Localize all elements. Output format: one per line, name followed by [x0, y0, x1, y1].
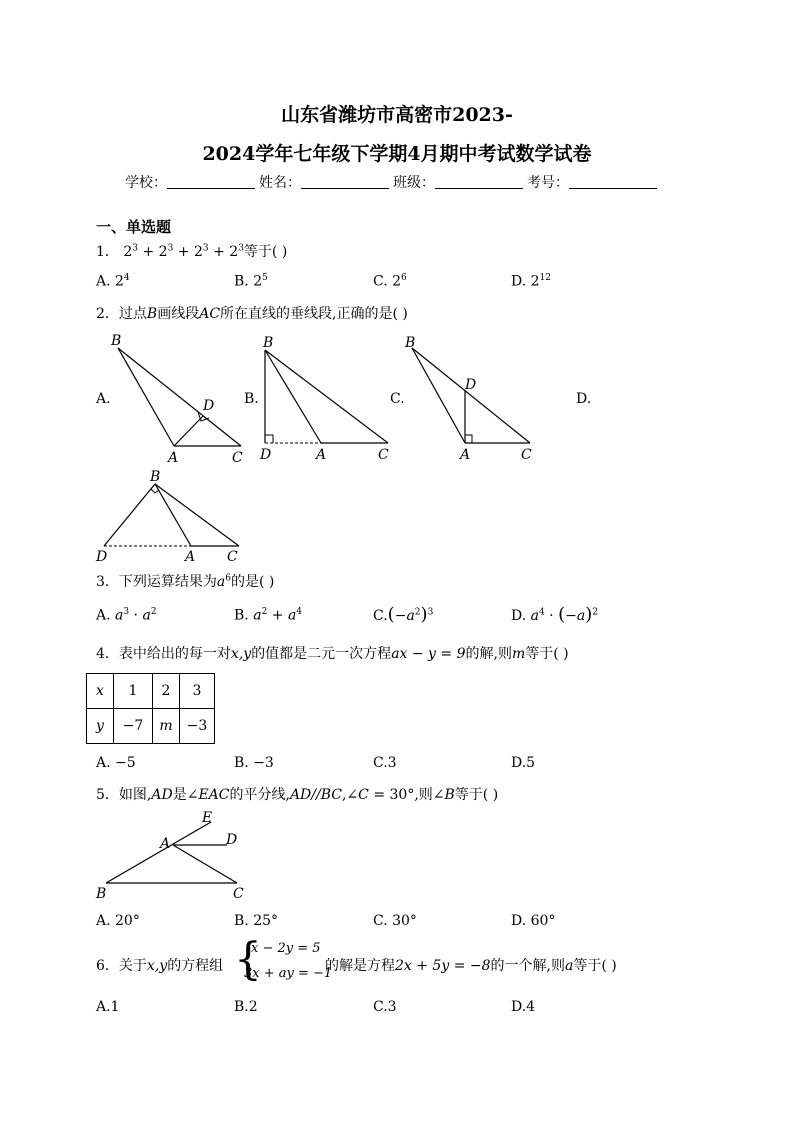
q2-figure-b: [256, 332, 398, 465]
q6-option-d[interactable]: D.4: [511, 999, 536, 1015]
q5-letter-a: A: [160, 836, 171, 852]
question-6-pre: 6．关于x,y的方程组: [96, 958, 224, 974]
question-2: 2．过点B画线段AC所在直线的垂线段,正确的是( ): [96, 306, 408, 322]
q5-option-b[interactable]: B. 25°: [234, 913, 279, 929]
question-4: 4．表中给出的每一对x,y的值都是二元一次方程ax − y = 9的解,则m等于( ): [96, 646, 569, 662]
q1-number: 1．: [96, 244, 119, 260]
class-label: 班级：: [393, 175, 435, 191]
q2c-letter-a: A: [460, 447, 471, 463]
q5-option-c[interactable]: C. 30°: [373, 913, 417, 929]
exam-no-blank[interactable]: [569, 188, 657, 189]
q2d-letter-c: C: [227, 549, 238, 564]
q2a-letter-d: D: [203, 398, 215, 414]
table-row: [87, 674, 215, 709]
q2a-letter-c: C: [232, 450, 243, 465]
q2d-letter-d: D: [96, 549, 108, 564]
q4-option-b[interactable]: B. −3: [234, 755, 274, 771]
q1-expression: $2^3 + 2^3 + 2^3 + 2^3$: [123, 243, 244, 260]
q1-option-c[interactable]: C. $2^6$: [373, 273, 407, 290]
table-cell: −7: [114, 709, 153, 744]
q6-option-b[interactable]: B.2: [234, 999, 258, 1015]
school-label: 学校：: [125, 175, 167, 191]
q3-option-d[interactable]: D. $a^4 \cdot (-a)^2$: [511, 604, 598, 625]
q2d-letter-a: A: [185, 549, 196, 564]
q2-label-d[interactable]: D.: [576, 391, 592, 407]
q4-option-a[interactable]: A. −5: [96, 755, 136, 771]
q1-tail: 等于( ): [243, 244, 288, 260]
q2d-letter-b: B: [150, 469, 161, 485]
table-cell: 1: [114, 674, 153, 709]
q5-figure: [94, 810, 254, 902]
q3-option-b[interactable]: B. $a^2 + a^4$: [234, 607, 303, 624]
q2c-letter-c: C: [521, 447, 532, 463]
q2-label-c[interactable]: C.: [390, 391, 405, 407]
q5-option-d[interactable]: D. 60°: [511, 913, 556, 929]
q5-letter-c: C: [233, 886, 244, 902]
q2-label-b[interactable]: B.: [244, 391, 259, 407]
section-heading: 一、单选题: [96, 218, 172, 236]
q1-option-b[interactable]: B. $2^5$: [234, 273, 268, 290]
table-cell: x: [87, 674, 114, 709]
q2b-letter-d: D: [260, 447, 272, 463]
student-info-line: [125, 172, 661, 192]
title-line-2: 2024学年七年级下学期4月期中考试数学试卷: [202, 143, 592, 165]
q2c-letter-b: B: [405, 335, 416, 351]
table-cell: 3: [180, 674, 215, 709]
q5-letter-e: E: [202, 810, 213, 826]
q3-option-a[interactable]: A. $a^3 \cdot a^2$: [96, 607, 157, 624]
q2-figure-c: [400, 332, 540, 465]
q2-figure-a: [108, 330, 250, 465]
q4-option-d[interactable]: D.5: [511, 755, 536, 771]
q6-option-c[interactable]: C.3: [373, 999, 397, 1015]
table-cell: −3: [180, 709, 215, 744]
q5-option-a[interactable]: A. 20°: [96, 913, 140, 929]
q2b-letter-b: B: [263, 335, 274, 351]
q6-system-brace: {: [234, 934, 262, 985]
question-6-post: 的解是方程2x + 5y = −8的一个解,则a等于( ): [325, 958, 617, 974]
question-1: [96, 241, 287, 261]
q4-value-table: [86, 673, 215, 744]
q2a-letter-a: A: [168, 450, 179, 465]
q5-letter-d: D: [226, 832, 238, 848]
question-3: 3．下列运算结果为$a^6$的是( ): [96, 573, 275, 590]
school-blank[interactable]: [167, 188, 255, 189]
q4-option-c[interactable]: C.3: [373, 755, 397, 771]
q2-figure-d: [94, 464, 246, 564]
table-cell: y: [87, 709, 114, 744]
exam-no-label: 考号：: [527, 175, 569, 191]
q2a-letter-b: B: [111, 333, 122, 349]
q2b-letter-a: A: [316, 447, 327, 463]
q2b-letter-c: C: [378, 447, 389, 463]
q6-equation-1: x − 2y = 5: [251, 941, 321, 956]
name-blank[interactable]: [301, 188, 389, 189]
q2c-letter-d: D: [465, 377, 477, 393]
class-blank[interactable]: [435, 188, 523, 189]
q3-option-c[interactable]: $C.(-a^2)^3$: [373, 604, 434, 625]
q2-label-a[interactable]: A.: [96, 391, 111, 407]
q6-equation-2: 3x + ay = −1: [244, 966, 333, 981]
q1-option-d[interactable]: D. $2^{12}$: [511, 273, 551, 290]
question-5: 5．如图,AD是∠EAC的平分线,AD//BC,∠C = 30°,则∠B等于( ): [96, 787, 499, 803]
table-cell: 2: [153, 674, 180, 709]
table-row: [87, 709, 215, 744]
table-cell: m: [153, 709, 180, 744]
q6-option-a[interactable]: A.1: [96, 999, 120, 1015]
name-label: 姓名：: [259, 175, 301, 191]
q5-letter-b: B: [96, 886, 107, 902]
title-line-1: 山东省潍坊市高密市2023-: [281, 104, 513, 126]
q1-option-a[interactable]: A. $2^4$: [96, 273, 130, 290]
